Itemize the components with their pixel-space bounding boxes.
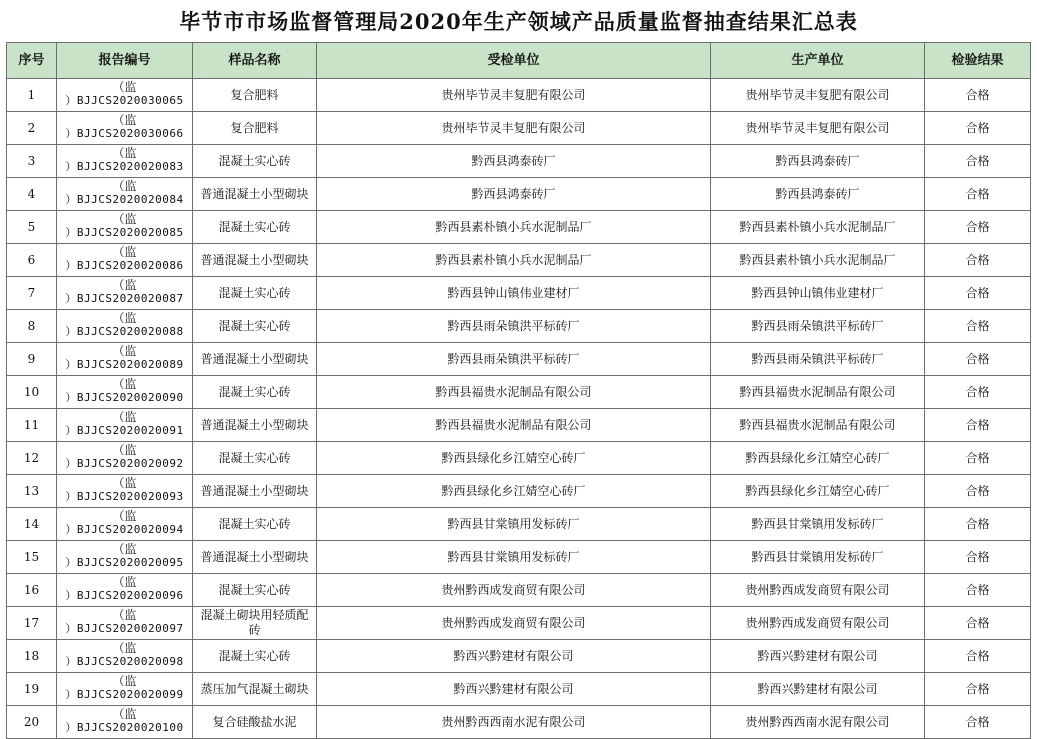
cell-result: 合格 [925,607,1031,640]
cell-inspected: 黔西兴黔建材有限公司 [317,673,711,706]
cell-result: 合格 [925,343,1031,376]
cell-result: 合格 [925,541,1031,574]
cell-report [57,409,193,442]
table-row [7,475,1031,508]
sample-name: 混凝土实心砖 [218,384,291,399]
cell-inspected: 黔西县雨朵镇洪平标砖厂 [317,343,711,376]
cell-result: 合格 [925,409,1031,442]
sample-name: 混凝土实心砖 [218,516,291,531]
table-row [7,673,1031,706]
report-prefix: （监 [112,509,137,523]
report-prefix: （监 [112,542,137,556]
cell-report [57,145,193,178]
cell-inspected: 黔西县素朴镇小兵水泥制品厂 [317,211,711,244]
sample-name: 普通混凝土小型砌块 [200,549,309,564]
cell-producer: 黔西县甘棠镇用发标砖厂 [711,508,925,541]
sample-name: 复合肥料 [230,87,279,102]
cell-result: 合格 [925,112,1031,145]
cell-inspected: 贵州黔西西南水泥有限公司 [317,706,711,739]
report-prefix: （监 [112,476,137,490]
cell-inspected: 黔西县鸿泰砖厂 [317,178,711,211]
results-table [6,42,1031,739]
report-prefix: （监 [112,641,137,655]
cell-sample [193,409,317,442]
table-row [7,343,1031,376]
cell-no: 15 [7,541,57,574]
table-row [7,112,1031,145]
cell-sample [193,178,317,211]
cell-sample [193,310,317,343]
header-sample: 样品名称 [193,43,317,79]
sample-name: 普通混凝土小型砌块 [200,186,309,201]
report-prefix: （监 [112,113,137,127]
cell-no: 20 [7,706,57,739]
cell-producer: 黔西县雨朵镇洪平标砖厂 [711,310,925,343]
report-prefix: （监 [112,311,137,325]
report-prefix: （监 [112,674,137,688]
cell-inspected: 黔西县甘棠镇用发标砖厂 [317,541,711,574]
cell-result: 合格 [925,475,1031,508]
cell-report [57,541,193,574]
report-code: ）BJJCS2020020085 [65,226,184,239]
report-code: ）BJJCS2020020083 [65,160,184,173]
cell-sample [193,640,317,673]
report-prefix: （监 [112,575,137,589]
cell-report [57,277,193,310]
report-code: ）BJJCS2020020084 [65,193,184,206]
report-prefix: （监 [112,245,137,259]
cell-no: 8 [7,310,57,343]
cell-inspected: 黔西县甘棠镇用发标砖厂 [317,508,711,541]
header-producer: 生产单位 [711,43,925,79]
cell-inspected: 黔西县雨朵镇洪平标砖厂 [317,310,711,343]
report-prefix: （监 [112,278,137,292]
cell-no: 19 [7,673,57,706]
table-row [7,541,1031,574]
cell-no: 13 [7,475,57,508]
cell-report [57,79,193,112]
cell-report [57,640,193,673]
cell-sample [193,541,317,574]
report-code: ）BJJCS2020020093 [65,490,184,503]
cell-producer: 黔西兴黔建材有限公司 [711,673,925,706]
table-row [7,376,1031,409]
table-header-row [7,43,1031,79]
cell-no: 6 [7,244,57,277]
cell-no: 17 [7,607,57,640]
report-prefix: （监 [112,608,137,622]
cell-inspected: 贵州黔西成发商贸有限公司 [317,607,711,640]
sample-name: 复合硅酸盐水泥 [212,714,297,729]
cell-producer: 黔西县钟山镇伟业建材厂 [711,277,925,310]
cell-no: 12 [7,442,57,475]
table-row [7,211,1031,244]
cell-producer: 贵州毕节灵丰复肥有限公司 [711,79,925,112]
cell-result: 合格 [925,277,1031,310]
cell-producer: 黔西兴黔建材有限公司 [711,640,925,673]
cell-report [57,376,193,409]
header-no: 序号 [7,43,57,79]
cell-inspected: 贵州黔西成发商贸有限公司 [317,574,711,607]
cell-report [57,574,193,607]
report-prefix: （监 [112,179,137,193]
report-code: ）BJJCS2020020090 [65,391,184,404]
cell-no: 7 [7,277,57,310]
cell-report [57,673,193,706]
header-inspected: 受检单位 [317,43,711,79]
cell-report [57,343,193,376]
sample-name: 普通混凝土小型砌块 [200,252,309,267]
sample-name: 混凝土实心砖 [218,450,291,465]
table-row [7,706,1031,739]
cell-sample [193,673,317,706]
report-code: ）BJJCS2020030066 [65,127,184,140]
report-prefix: （监 [112,707,137,721]
cell-inspected: 贵州毕节灵丰复肥有限公司 [317,112,711,145]
sample-name: 复合肥料 [230,120,279,135]
report-code: ）BJJCS2020020096 [65,589,184,602]
cell-producer: 贵州毕节灵丰复肥有限公司 [711,112,925,145]
sample-name: 普通混凝土小型砌块 [200,483,309,498]
cell-result: 合格 [925,442,1031,475]
table-row [7,178,1031,211]
report-prefix: （监 [112,377,137,391]
report-prefix: （监 [112,80,137,94]
cell-inspected: 黔西县绿化乡江婧空心砖厂 [317,442,711,475]
cell-result: 合格 [925,574,1031,607]
sample-name: 混凝土实心砖 [218,285,291,300]
header-report: 报告编号 [57,43,193,79]
cell-sample [193,574,317,607]
cell-report [57,310,193,343]
cell-producer: 黔西县雨朵镇洪平标砖厂 [711,343,925,376]
cell-report [57,706,193,739]
report-code: ）BJJCS2020020095 [65,556,184,569]
page-title: 毕节市市场监督管理局2020年生产领域产品质量监督抽查结果汇总表 [179,9,858,34]
table-row [7,607,1031,640]
report-prefix: （监 [112,344,137,358]
cell-result: 合格 [925,706,1031,739]
cell-no: 4 [7,178,57,211]
cell-sample [193,145,317,178]
report-prefix: （监 [112,212,137,226]
table-row [7,442,1031,475]
cell-result: 合格 [925,211,1031,244]
cell-report [57,475,193,508]
cell-inspected: 黔西兴黔建材有限公司 [317,640,711,673]
cell-no: 14 [7,508,57,541]
cell-sample [193,277,317,310]
cell-result: 合格 [925,178,1031,211]
report-prefix: （监 [112,410,137,424]
cell-producer: 贵州黔西成发商贸有限公司 [711,574,925,607]
table-row [7,574,1031,607]
table-row [7,244,1031,277]
report-code: ）BJJCS2020020088 [65,325,184,338]
cell-report [57,178,193,211]
report-prefix: （监 [112,146,137,160]
report-code: ）BJJCS2020020094 [65,523,184,536]
cell-report [57,508,193,541]
sample-name: 混凝土砌块用轻质配砖 [200,608,309,637]
cell-sample [193,244,317,277]
table-row [7,508,1031,541]
cell-sample [193,376,317,409]
cell-sample [193,79,317,112]
cell-no: 10 [7,376,57,409]
cell-report [57,607,193,640]
cell-sample [193,211,317,244]
cell-sample [193,343,317,376]
sample-name: 混凝土实心砖 [218,582,291,597]
cell-no: 16 [7,574,57,607]
cell-result: 合格 [925,145,1031,178]
cell-sample [193,706,317,739]
cell-no: 3 [7,145,57,178]
cell-producer: 黔西县绿化乡江婧空心砖厂 [711,442,925,475]
sample-name: 蒸压加气混凝土砌块 [200,681,309,696]
cell-sample [193,508,317,541]
cell-no: 5 [7,211,57,244]
cell-sample [193,607,317,640]
report-code: ）BJJCS2020030065 [65,94,184,107]
sample-name: 混凝土实心砖 [218,648,291,663]
cell-inspected: 黔西县福贵水泥制品有限公司 [317,376,711,409]
cell-inspected: 黔西县绿化乡江婧空心砖厂 [317,475,711,508]
table-row [7,145,1031,178]
cell-sample [193,112,317,145]
cell-inspected: 黔西县鸿泰砖厂 [317,145,711,178]
cell-result: 合格 [925,244,1031,277]
cell-no: 9 [7,343,57,376]
cell-producer: 黔西县素朴镇小兵水泥制品厂 [711,211,925,244]
report-code: ）BJJCS2020020086 [65,259,184,272]
sample-name: 混凝土实心砖 [218,153,291,168]
cell-result: 合格 [925,310,1031,343]
table-row [7,409,1031,442]
cell-sample [193,442,317,475]
cell-result: 合格 [925,79,1031,112]
cell-inspected: 黔西县福贵水泥制品有限公司 [317,409,711,442]
cell-producer: 黔西县绿化乡江婧空心砖厂 [711,475,925,508]
cell-producer: 黔西县福贵水泥制品有限公司 [711,376,925,409]
cell-inspected: 黔西县素朴镇小兵水泥制品厂 [317,244,711,277]
table-row [7,640,1031,673]
cell-producer: 黔西县福贵水泥制品有限公司 [711,409,925,442]
cell-producer: 贵州黔西西南水泥有限公司 [711,706,925,739]
report-code: ）BJJCS2020020092 [65,457,184,470]
header-result: 检验结果 [925,43,1031,79]
report-code: ）BJJCS2020020097 [65,622,184,635]
cell-no: 11 [7,409,57,442]
report-code: ）BJJCS2020020091 [65,424,184,437]
cell-no: 1 [7,79,57,112]
cell-report [57,112,193,145]
table-row [7,79,1031,112]
cell-inspected: 贵州毕节灵丰复肥有限公司 [317,79,711,112]
cell-inspected: 黔西县钟山镇伟业建材厂 [317,277,711,310]
report-code: ）BJJCS2020020100 [65,721,184,734]
cell-producer: 黔西县素朴镇小兵水泥制品厂 [711,244,925,277]
report-prefix: （监 [112,443,137,457]
cell-result: 合格 [925,673,1031,706]
cell-report [57,244,193,277]
report-code: ）BJJCS2020020087 [65,292,184,305]
report-code: ）BJJCS2020020098 [65,655,184,668]
cell-producer: 黔西县鸿泰砖厂 [711,145,925,178]
cell-no: 2 [7,112,57,145]
sample-name: 混凝土实心砖 [218,219,291,234]
cell-sample [193,475,317,508]
table-row [7,310,1031,343]
cell-report [57,442,193,475]
table-row [7,277,1031,310]
sample-name: 混凝土实心砖 [218,318,291,333]
cell-result: 合格 [925,376,1031,409]
cell-result: 合格 [925,640,1031,673]
cell-producer: 黔西县甘棠镇用发标砖厂 [711,541,925,574]
report-code: ）BJJCS2020020099 [65,688,184,701]
cell-producer: 黔西县鸿泰砖厂 [711,178,925,211]
sample-name: 普通混凝土小型砌块 [200,351,309,366]
sample-name: 普通混凝土小型砌块 [200,417,309,432]
cell-report [57,211,193,244]
cell-no: 18 [7,640,57,673]
cell-result: 合格 [925,508,1031,541]
report-code: ）BJJCS2020020089 [65,358,184,371]
cell-producer: 贵州黔西成发商贸有限公司 [711,607,925,640]
